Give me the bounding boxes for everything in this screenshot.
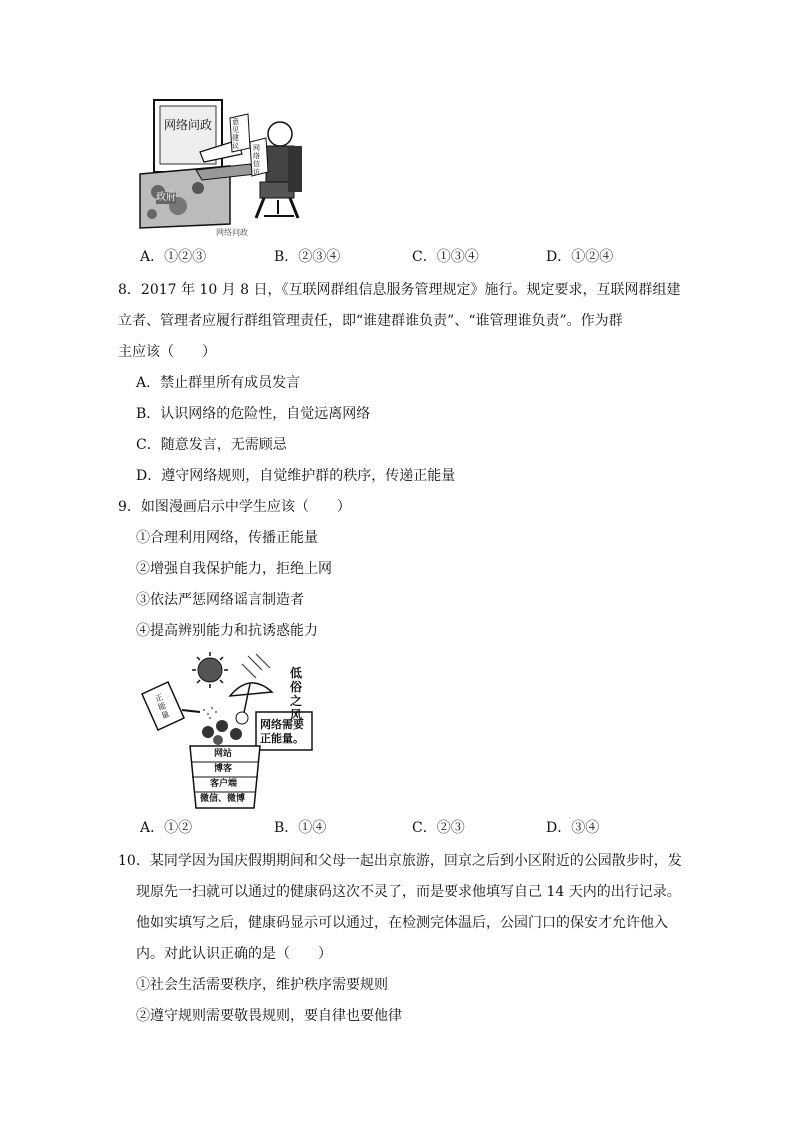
q9-item-4: ④提高辨别能力和抗诱惑能力 — [136, 623, 318, 639]
paper-label-petition: 网络信访 — [253, 144, 260, 176]
q10-item-1: ①社会生活需要秩序，维护秩序需要规则 — [136, 977, 388, 993]
desk-label: 政府 — [156, 192, 176, 203]
vulgar-wind-label: 低俗之风 — [290, 666, 303, 722]
q8-option-a[interactable]: A．禁止群里所有成员发言 — [136, 375, 301, 391]
q7-option-b[interactable]: B．②③④ — [274, 249, 341, 265]
figure-network-politics-cartoon — [138, 96, 313, 241]
q10-stem-line-2: 现原先一扫就可以通过的健康码这次不灵了，而是要求他填写自己 14 天内的出行记录。 — [136, 884, 681, 900]
q7-option-c[interactable]: C．①③④ — [412, 249, 479, 265]
q8-stem-line-2: 立者、管理者应履行群组管理责任，即“谁建群谁负责”、“谁管理谁负责”。作为群 — [118, 313, 623, 329]
monitor-label: 网络问政 — [164, 118, 213, 132]
q9-option-c[interactable]: C．②③ — [412, 820, 465, 836]
q10-stem-line-4: 内。对此认识正确的是（ ） — [136, 946, 332, 962]
sign-label: 网络需要正能量。 — [260, 718, 304, 745]
q8-option-b[interactable]: B．认识网络的危险性，自觉远离网络 — [136, 406, 371, 422]
q9-option-b[interactable]: B．①④ — [274, 820, 327, 836]
q10-stem-line-3: 他如实填写之后，健康码显示可以通过，在检测完体温后，公园门口的保安才允许他入 — [136, 915, 668, 931]
q9-item-2: ②增强自我保护能力，拒绝上网 — [136, 561, 332, 577]
q7-option-d[interactable]: D．①②④ — [546, 249, 614, 265]
pot-row-blog: 博客 — [214, 764, 233, 774]
watering-can-label: 正能量 — [153, 692, 171, 721]
pot-row-wechat-weibo: 微信、微博 — [200, 794, 246, 804]
q9-item-3: ③依法严惩网络谣言制造者 — [136, 592, 304, 608]
q9-item-1: ①合理利用网络，传播正能量 — [136, 530, 318, 546]
q8-option-c[interactable]: C．随意发言，无需顾忌 — [136, 437, 287, 453]
q9-option-a[interactable]: A．①② — [140, 820, 193, 836]
q9-stem: 9．如图漫画启示中学生应该（ ） — [118, 499, 351, 515]
q10-stem-line-1: 10．某同学因为国庆假期期间和父母一起出京旅游，回京之后到小区附近的公园散步时，发 — [118, 853, 682, 869]
q8-stem-line-1: 8．2017 年 10 月 8 日，《互联网群组信息服务管理规定》施行。规定要求，互联网群组建 — [118, 282, 681, 298]
q7-option-a[interactable]: A．①②③ — [140, 249, 207, 265]
q8-stem-line-3: 主应该（ ） — [118, 344, 216, 360]
pot-row-website: 网站 — [214, 749, 233, 759]
q9-option-d[interactable]: D．③④ — [546, 820, 600, 836]
pot-row-client: 客户端 — [210, 779, 238, 789]
q8-option-d[interactable]: D．遵守网络规则，自觉维护群的秩序，传递正能量 — [136, 468, 456, 484]
figure-positive-energy-cartoon — [138, 652, 318, 812]
figure-caption: 网络问政 — [216, 228, 248, 237]
q10-item-2: ②遵守规则需要敬畏规则，要自律也要他律 — [136, 1008, 402, 1024]
paper-label-suggestions: 意见建议 — [232, 118, 239, 150]
